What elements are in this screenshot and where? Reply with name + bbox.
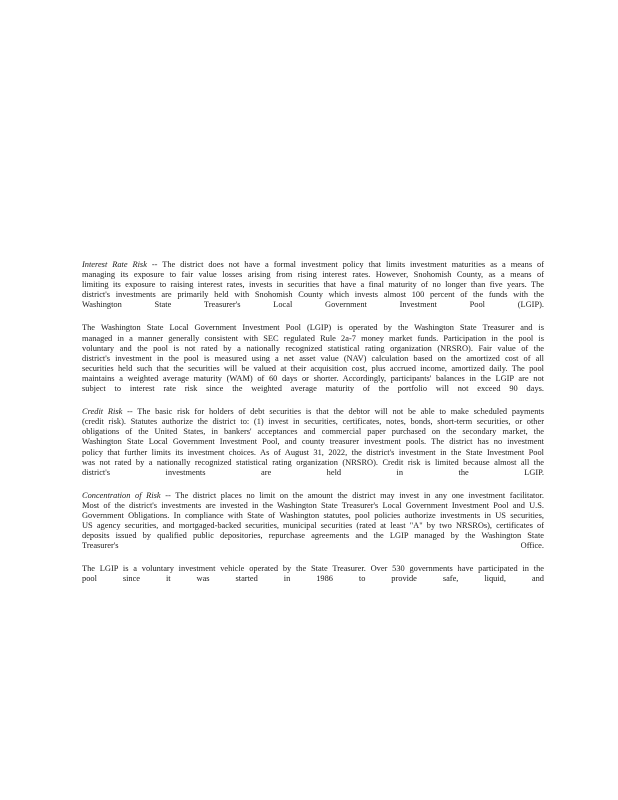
- paragraph-interest-rate-risk: [82, 260, 544, 310]
- paragraph-concentration-risk: [82, 491, 544, 552]
- paragraph-lgip-history: [82, 564, 544, 584]
- paragraph-text: The Washington State Local Government Investment Pool (LGIP) is operated by the Washington State Treasurer and is managed in a manner generally consistent with SEC regulated Rule 2a-7 money market funds. Participation in the pool is voluntary and the pool is not rated by a nationally recognized statistical rating organization (NRSRO). Fair value of the district's investment in the pool is measured using a net asset value (NAV) calculation based on the amortized cost of all securities held such that the securities will be valued at their acquisition cost, plus accrued income, amortized daily. The pool maintains a weighted average maturity (WAM) of 60 days or shorter. Accordingly, participants' balances in the LGIP are not subject to interest rate risk since the weighted average maturity of the portfolio will not exceed 90 days.: [82, 323, 544, 394]
- paragraph-text: -- The district does not have a formal investment policy that limits investment maturities as a means of managing its exposure to fair value losses arising from rising interest rates. However, Snohomish County, as a means of limiting its exposure to raising interest rates, invests in securities that have a final maturity of no longer than five years. The district's investments are primarily held with Snohomish County which invests almost 100 percent of the funds with the Washington State Treasurer's Local Government Investment Pool (LGIP).: [82, 260, 544, 310]
- paragraph-lgip-description: [82, 323, 544, 394]
- paragraph-heading: Credit Risk: [82, 407, 123, 417]
- paragraph-heading: Concentration of Risk: [82, 490, 161, 500]
- paragraph-text: The LGIP is a voluntary investment vehicle operated by the State Treasurer. Over 530 governments have participated in the pool since it was started in 1986 to provide safe, liquid, and: [82, 564, 544, 584]
- paragraph-credit-risk: [82, 407, 544, 478]
- paragraph-text: -- The district places no limit on the amount the district may invest in any one investment facilitator. Most of the district's investments are invested in the Washington State Treasurer's Local Government Investment Pool and U.S. Government Obligations. In compliance with State of Washington statutes, pool policies authorize investments in US securities, US agency securities, and mortgaged-backed securities, municipal securities (rated at least "A" by two NRSROs), certificates of deposits issued by qualified public depositories, repurchase agreements and the LGIP managed by the Washington State Treasurer's Office.: [82, 490, 544, 551]
- paragraph-text: -- The basic risk for holders of debt securities is that the debtor will not be able to make scheduled payments (credit risk). Statutes authorize the district to: (1) invest in securities, certificates, notes, bonds, short-term securities, or other obligations of the United States, in bankers' acceptances and commercial paper purchased on the secondary market, the Washington State Local Government Investment Pool, and county treasurer investment pools. The district has no investment policy that further limits its investment choices. As of August 31, 2022, the district's investment in the State Investment Pool was not rated by a nationally recognized statistical rating organization (NRSRO). Credit risk is limited because almost all the district's investments are held in the LGIP.: [82, 407, 544, 477]
- paragraph-heading: Interest Rate Risk: [82, 260, 147, 269]
- body-text: [82, 260, 544, 598]
